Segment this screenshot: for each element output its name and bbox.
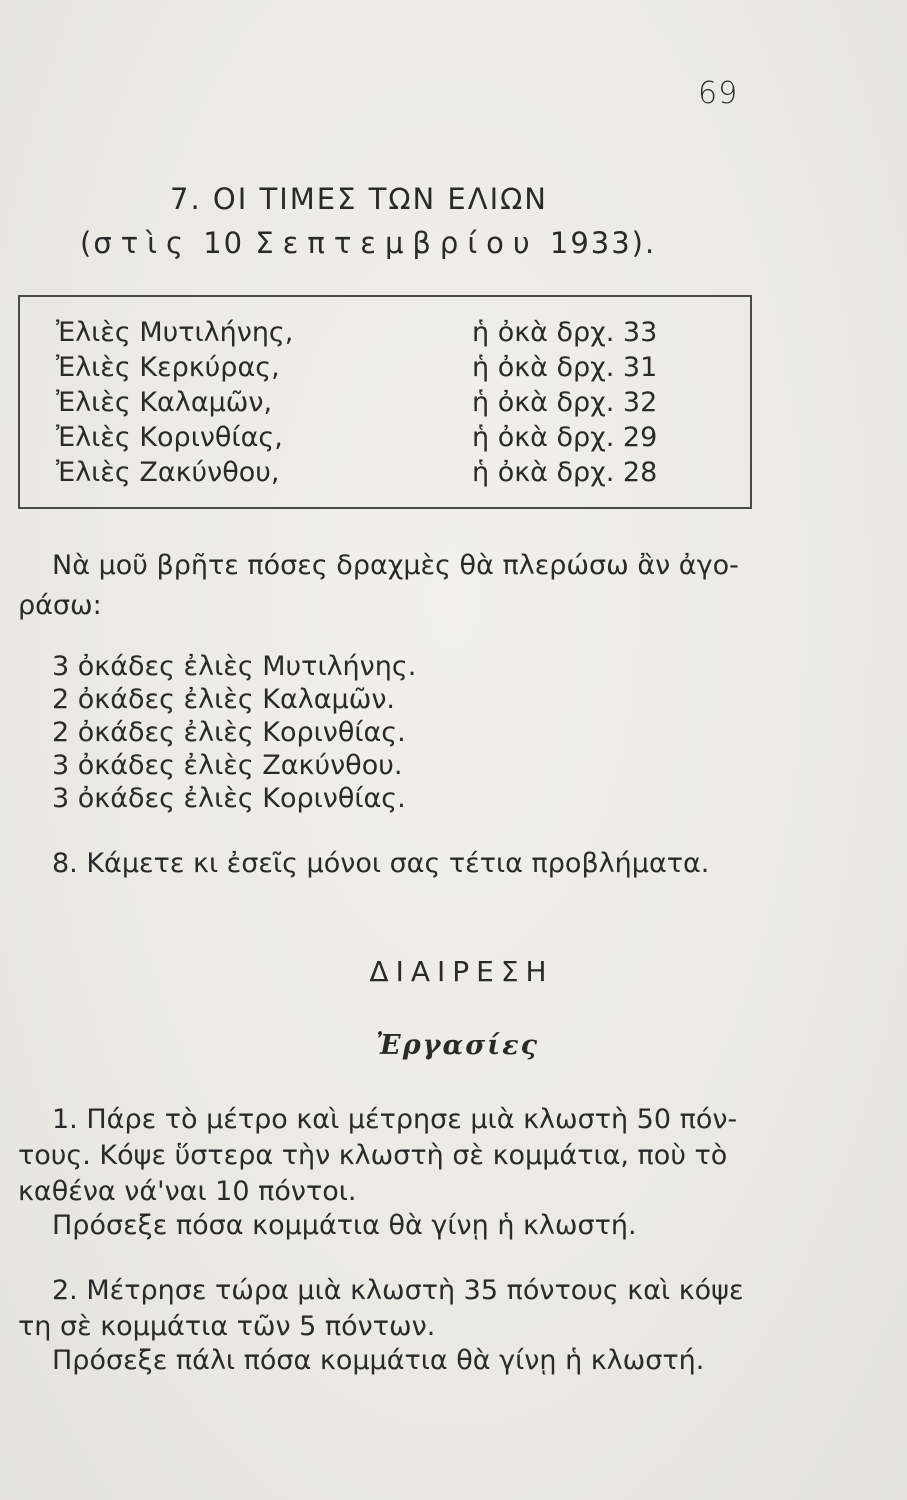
item-8: 8. Κάμετε κι ἐσεῖς μόνοι σας τέτια προβλήματα. — [52, 848, 710, 879]
price-row — [20, 317, 750, 352]
question-line-1: Νὰ μοῦ βρῆτε πόσες δραχμὲς θὰ πλερώσω ἂν ἀγο- — [52, 550, 739, 581]
page-number: 69 — [698, 76, 739, 111]
section-title: 7. ΟΙ ΤΙΜΕΣ ΤΩΝ ΕΛΙΩΝ — [170, 182, 548, 216]
purchase-item: 3 ὀκάδες ἐλιὲς Κορινθίας. — [52, 783, 406, 814]
subtitle-word: στὶς — [93, 226, 193, 260]
olive-price: ἡ ὀκὰ δρχ. 33 — [472, 317, 658, 348]
olive-price: ἡ ὀκὰ δρχ. 32 — [472, 387, 658, 418]
question-line-2: ράσω: — [18, 590, 102, 621]
price-row — [20, 387, 750, 422]
olive-price-table — [18, 295, 752, 509]
subtitle-day: 10 — [203, 226, 245, 260]
olive-name: Ἐλιὲς Καλαμῶν, — [56, 387, 273, 418]
price-row — [20, 352, 750, 387]
purchase-item: 2 ὀκάδες ἐλιὲς Κορινθίας. — [52, 717, 406, 748]
subtitle-paren: ( — [80, 226, 94, 260]
exercise-1-line-2: τους. Κόψε ὕστερα τὴν κλωστὴ σὲ κομμάτια, ποὺ τὸ — [18, 1140, 728, 1171]
exercise-2-line-3: Πρόσεξε πάλι πόσα κομμάτια θὰ γίνῃ ἡ κλωστή. — [52, 1345, 705, 1376]
purchase-item: 3 ὀκάδες ἐλιὲς Μυτιλήνης. — [52, 651, 417, 682]
exercise-1-line-1: 1. Πάρε τὸ μέτρο καὶ μέτρησε μιὰ κλωστὴ 50 πόν- — [52, 1104, 738, 1135]
exercise-1-line-3: καθένα νά'ναι 10 πόντοι. — [18, 1176, 357, 1207]
division-subtitle: Ἐργασίες — [375, 1030, 540, 1061]
section-subtitle — [80, 226, 656, 260]
purchase-item: 2 ὀκάδες ἐλιὲς Καλαμῶν. — [52, 684, 395, 715]
olive-name: Ἐλιὲς Μυτιλήνης, — [56, 317, 294, 348]
olive-price: ἡ ὀκὰ δρχ. 28 — [472, 457, 658, 488]
purchase-item: 3 ὀκάδες ἐλιὲς Ζακύνθου. — [52, 750, 403, 781]
exercise-1-line-4: Πρόσεξε πόσα κομμάτια θὰ γίνῃ ἡ κλωστή. — [52, 1210, 637, 1241]
price-row — [20, 457, 750, 492]
exercise-2-line-1: 2. Μέτρησε τώρα μιὰ κλωστὴ 35 πόντους καὶ κόψε — [52, 1275, 744, 1306]
olive-name: Ἐλιὲς Κορινθίας, — [56, 422, 283, 453]
olive-price: ἡ ὀκὰ δρχ. 31 — [472, 352, 658, 383]
subtitle-month: Σεπτεμβρίου — [255, 226, 539, 260]
subtitle-year: 1933). — [549, 226, 657, 260]
olive-price: ἡ ὀκὰ δρχ. 29 — [472, 422, 658, 453]
olive-name: Ἐλιὲς Ζακύνθου, — [56, 457, 280, 488]
olive-name: Ἐλιὲς Κερκύρας, — [56, 352, 280, 383]
price-row — [20, 422, 750, 457]
exercise-2-line-2: τη σὲ κομμάτια τῶν 5 πόντων. — [18, 1311, 436, 1342]
division-title: ΔΙΑΙΡΕΣΗ — [369, 955, 554, 988]
